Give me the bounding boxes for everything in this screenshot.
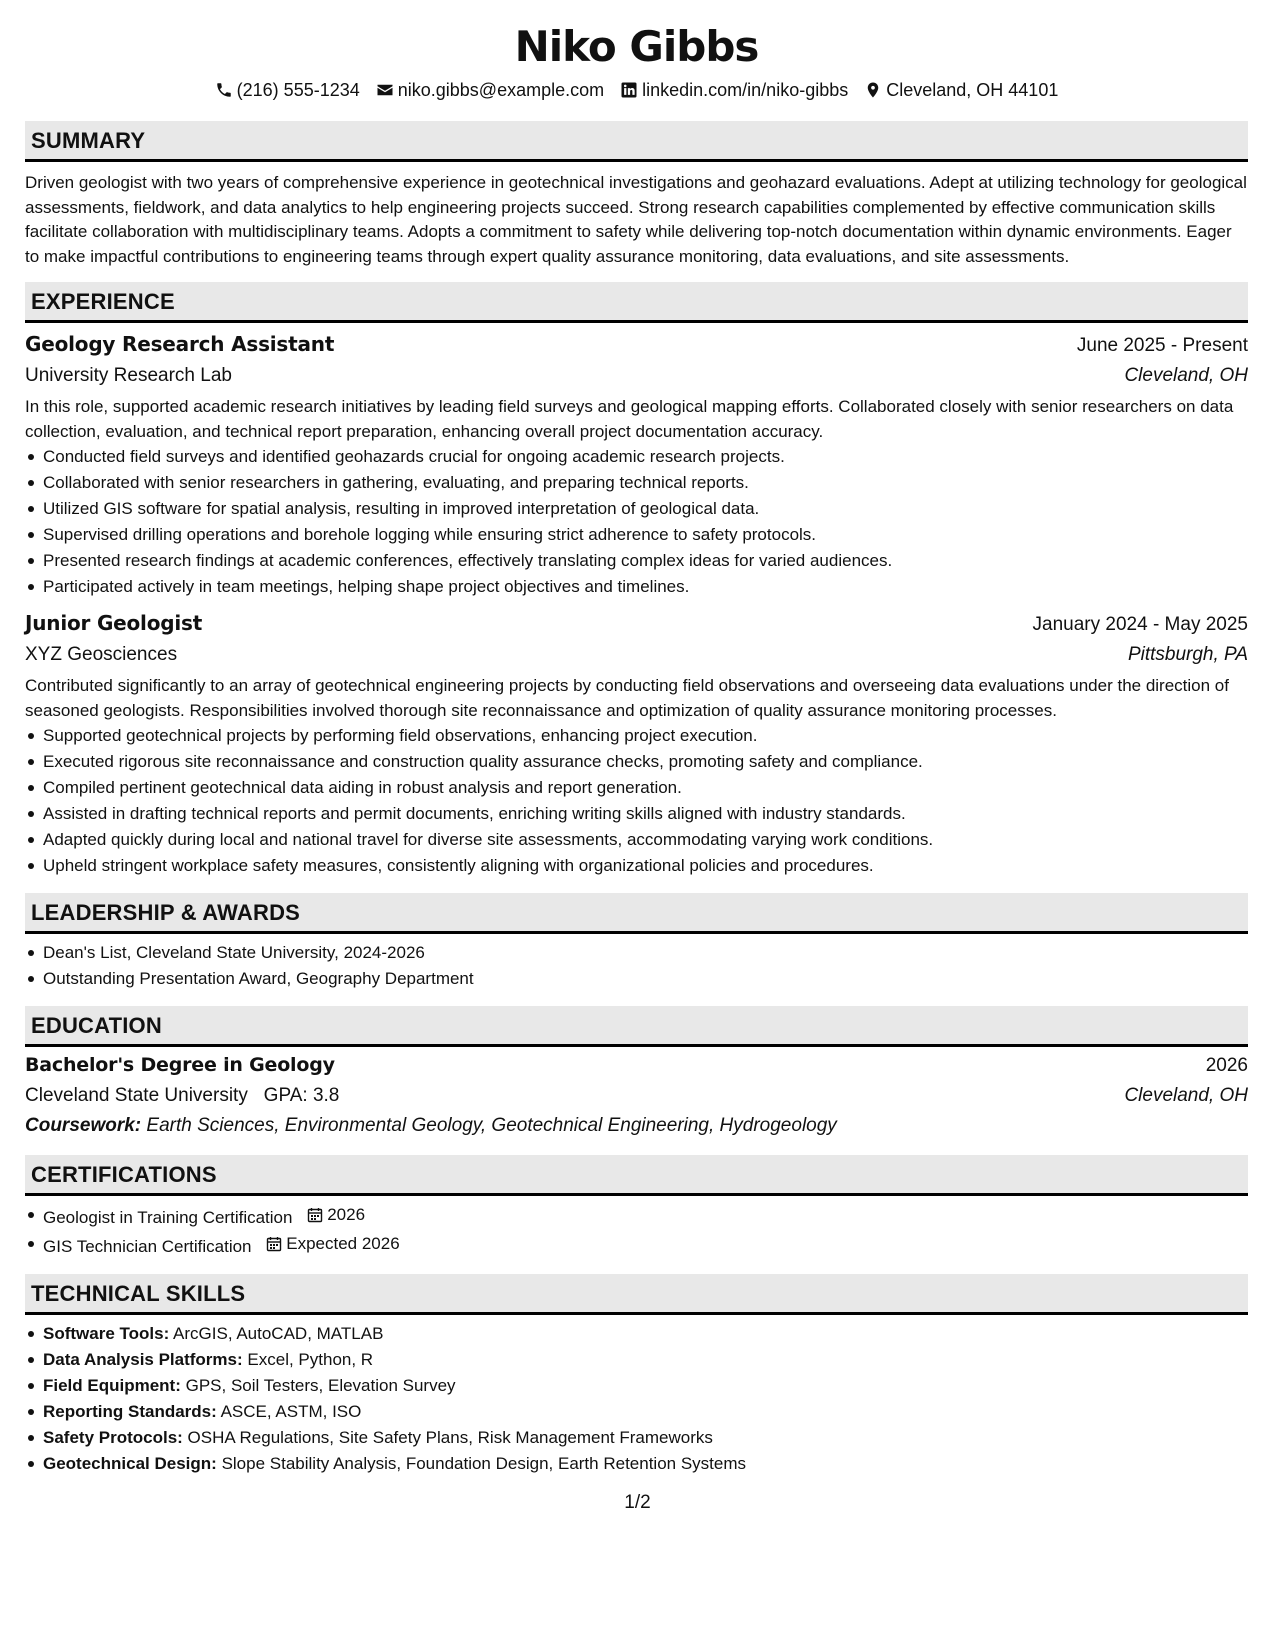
list-item — [25, 1231, 1248, 1260]
list-item — [25, 1202, 1248, 1231]
skill-label: Geotechnical Design: — [43, 1454, 217, 1473]
education-entry — [25, 1050, 1248, 1141]
job-title-row — [25, 329, 1248, 361]
job-location: Pittsburgh, PA — [1127, 644, 1248, 665]
list-item: Dean's List, Cleveland State University, 2024-2026 — [25, 940, 1248, 966]
list-item — [25, 1373, 1248, 1399]
skill-label: Data Analysis Platforms: — [43, 1350, 243, 1369]
list-item — [25, 1321, 1248, 1347]
coursework-label: Coursework: — [25, 1115, 142, 1136]
cert-name: GIS Technician Certification — [43, 1237, 252, 1256]
linkedin-icon — [620, 81, 638, 99]
location-text: Cleveland, OH 44101 — [886, 80, 1059, 100]
skill-value: ArcGIS, AutoCAD, MATLAB — [173, 1324, 384, 1343]
skill-label: Field Equipment: — [43, 1376, 181, 1395]
list-item — [25, 1399, 1248, 1425]
skill-label: Reporting Standards: — [43, 1402, 217, 1421]
skills-list — [25, 1321, 1248, 1477]
contact-location — [864, 78, 1058, 102]
education-school-row — [25, 1081, 1248, 1111]
job-entry — [25, 329, 1248, 600]
list-item — [25, 1425, 1248, 1451]
list-item: Upheld stringent workplace safety measures, consistently aligning with organizational policies and procedures. — [25, 853, 1248, 879]
linkedin-text[interactable]: linkedin.com/in/niko-gibbs — [642, 80, 849, 100]
list-item: Compiled pertinent geotechnical data aiding in robust analysis and report generation. — [25, 775, 1248, 801]
list-item: Adapted quickly during local and national travel for diverse site assessments, accommodating varying work conditions. — [25, 827, 1248, 853]
gpa: GPA: 3.8 — [263, 1085, 340, 1106]
list-item: Supervised drilling operations and borehole logging while ensuring strict adherence to safety protocols. — [25, 522, 1248, 548]
skill-label: Safety Protocols: — [43, 1428, 183, 1447]
contact-email[interactable] — [376, 78, 604, 102]
cert-date-text: Expected 2026 — [286, 1234, 400, 1253]
section-header-education: EDUCATION — [25, 1006, 1248, 1047]
job-org-row — [25, 640, 1248, 670]
job-description: In this role, supported academic research initiatives by leading field surveys and geological mapping efforts. Collaborated closely with senior researchers on data collection, evaluation, and technical report preparation, enhancing overall project documentation accuracy. — [25, 397, 1234, 441]
cert-name: Geologist in Training Certification — [43, 1208, 293, 1227]
section-header-awards: LEADERSHIP & AWARDS — [25, 893, 1248, 934]
phone-text: (216) 555-1234 — [236, 80, 360, 100]
location-pin-icon — [864, 81, 882, 99]
list-item: Participated actively in team meetings, helping shape project objectives and timelines. — [25, 574, 1248, 600]
job-bullets — [25, 444, 1248, 600]
summary-text: Driven geologist with two years of comprehensive experience in geotechnical investigations and geohazard evaluations. Adept at utilizing technology for geological assessments, fieldwork, and data analytics to help engineering projects succeed. Strong research capabilities complemented by effective communication skills facilitate collaboration with multidisciplinary teams. Adopts a commitment to safety while delivering top-notch documentation within dynamic environments. Eager to make impactful contributions to engineering teams through expert quality assurance monitoring, data evaluations, and site assessments. — [25, 173, 1247, 266]
list-item: Supported geotechnical projects by performing field observations, enhancing project execution. — [25, 723, 1248, 749]
list-item — [25, 1347, 1248, 1373]
job-description: Contributed significantly to an array of geotechnical engineering projects by conducting field observations and overseeing data evaluations under the direction of seasoned geologists. Responsibilities involved thorough site reconnaissance and optimization of quality assurance monitoring processes. — [25, 676, 1229, 720]
coursework-line — [25, 1111, 1248, 1141]
contact-linkedin[interactable] — [620, 78, 848, 102]
section-header-certifications: CERTIFICATIONS — [25, 1155, 1248, 1196]
contact-phone — [215, 78, 360, 102]
job-entry — [25, 608, 1248, 879]
job-dates: January 2024 - May 2025 — [1032, 614, 1248, 635]
list-item: Utilized GIS software for spatial analysis, resulting in improved interpretation of geological data. — [25, 496, 1248, 522]
list-item: Collaborated with senior researchers in gathering, evaluating, and preparing technical reports. — [25, 470, 1248, 496]
resume-content — [25, 22, 1248, 1477]
awards-list — [25, 940, 1248, 992]
job-title: Junior Geologist — [25, 611, 203, 635]
job-title: Geology Research Assistant — [25, 332, 335, 356]
page-number: 1/2 — [624, 1492, 651, 1513]
list-item: Assisted in drafting technical reports and permit documents, enriching writing skills aligned with industry standards. — [25, 801, 1248, 827]
skill-value: Slope Stability Analysis, Foundation Design, Earth Retention Systems — [221, 1454, 747, 1473]
school-info — [25, 1081, 339, 1111]
calendar-icon — [266, 1236, 282, 1252]
list-item: Presented research findings at academic conferences, effectively translating complex ideas for varied audiences. — [25, 548, 1248, 574]
cert-date — [266, 1231, 399, 1257]
job-org-row — [25, 361, 1248, 391]
coursework-list: Earth Sciences, Environmental Geology, Geotechnical Engineering, Hydrogeology — [146, 1115, 837, 1136]
phone-icon — [215, 81, 233, 99]
contact-bar — [25, 78, 1248, 102]
school-name: Cleveland State University — [25, 1085, 248, 1106]
job-organization: XYZ Geosciences — [25, 644, 178, 665]
list-item — [25, 1451, 1248, 1477]
job-dates: June 2025 - Present — [1076, 335, 1248, 356]
skill-label: Software Tools: — [43, 1324, 170, 1343]
cert-date — [307, 1202, 365, 1228]
cert-date-text: 2026 — [327, 1205, 366, 1224]
section-header-experience: EXPERIENCE — [25, 282, 1248, 323]
graduation-year: 2026 — [1205, 1055, 1248, 1076]
job-location: Cleveland, OH — [1124, 365, 1248, 386]
job-organization: University Research Lab — [25, 365, 232, 386]
list-item: Executed rigorous site reconnaissance and construction quality assurance checks, promoting safety and compliance. — [25, 749, 1248, 775]
skill-value: Excel, Python, R — [247, 1350, 374, 1369]
list-item: Conducted field surveys and identified geohazards crucial for ongoing academic research projects. — [25, 444, 1248, 470]
email-text[interactable]: niko.gibbs@example.com — [397, 80, 605, 100]
degree-name: Bachelor's Degree in Geology — [25, 1054, 335, 1076]
section-header-technical-skills: TECHNICAL SKILLS — [25, 1274, 1248, 1315]
skill-value: ASCE, ASTM, ISO — [220, 1402, 362, 1421]
job-bullets — [25, 723, 1248, 879]
candidate-name: Niko Gibbs — [514, 22, 759, 71]
education-degree-row — [25, 1050, 1248, 1081]
section-header-summary: SUMMARY — [25, 121, 1248, 162]
school-location: Cleveland, OH — [1124, 1085, 1248, 1106]
job-title-row — [25, 608, 1248, 640]
email-icon — [376, 81, 394, 99]
skill-value: GPS, Soil Testers, Elevation Survey — [185, 1376, 456, 1395]
skill-value: OSHA Regulations, Site Safety Plans, Risk Management Frameworks — [187, 1428, 713, 1447]
calendar-icon — [307, 1207, 323, 1223]
certifications-list — [25, 1202, 1248, 1260]
list-item: Outstanding Presentation Award, Geography Department — [25, 966, 1248, 992]
